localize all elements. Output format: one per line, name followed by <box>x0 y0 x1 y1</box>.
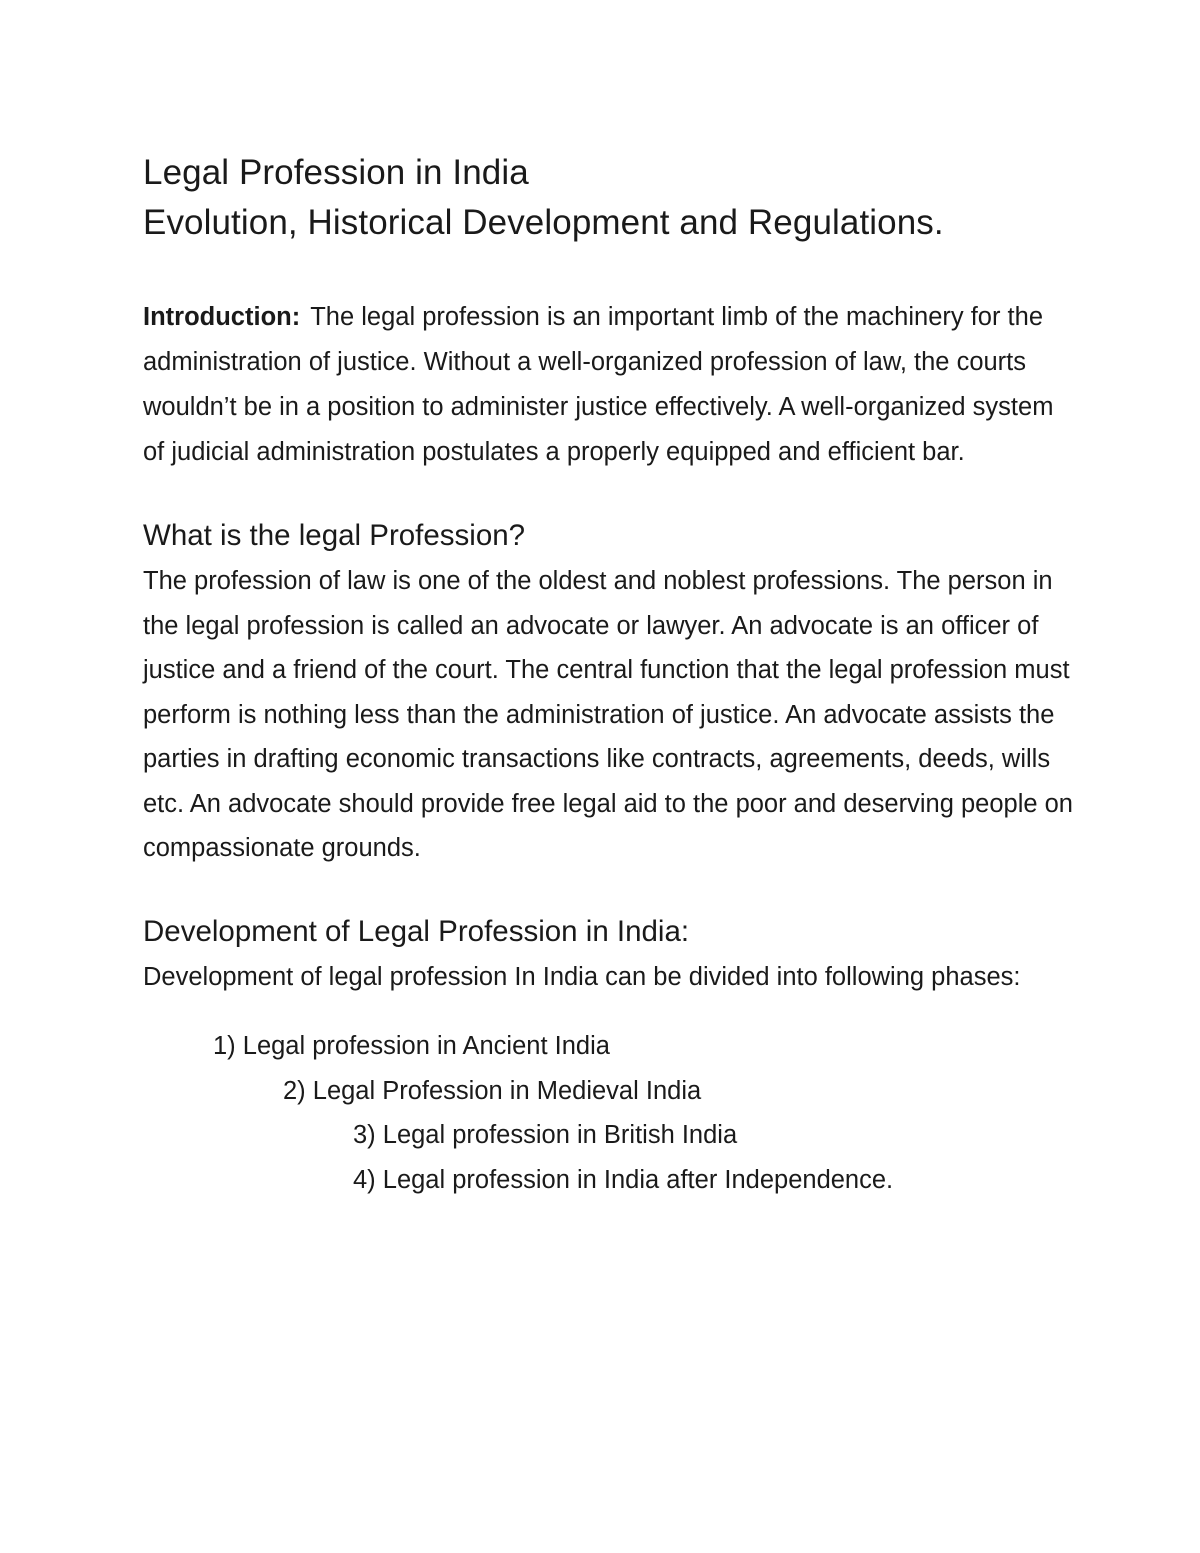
introduction-paragraph <box>143 295 1078 475</box>
introduction-label: Introduction: <box>143 303 301 331</box>
list-item: 4) Legal profession in India after Independence. <box>353 1165 894 1194</box>
document-subtitle: Evolution, Historical Development and Regulations. <box>143 203 944 242</box>
section-text-what-is-legal-profession: The profession of law is one of the oldest and noblest professions. The person in the legal profession is called an advocate or lawyer. An advocate is an officer of justice and a friend of the court. The central function that the legal profession must perform is nothing less than the administration of justice. An advocate assists the parties in drafting economic transactions like contracts, agreements, deeds, wills etc. An advocate should provide free legal aid to the poor and deserving people on compassionate grounds. <box>143 567 1073 862</box>
list-item: 1) Legal profession in Ancient India <box>213 1032 610 1060</box>
section-heading-what-is-legal-profession: What is the legal Profession? <box>143 519 526 552</box>
document-title: Legal Profession in India <box>143 153 529 192</box>
introduction-text: The legal profession is an important limb of the machinery for the administration of justice. Without a well-organized profession of law, the courts wouldn’t be in a position to administer justice effectively. A well-organized system of judicial administration postulates a properly equipped and efficient bar. <box>143 303 1054 466</box>
section-heading-development: Development of Legal Profession in India: <box>143 914 690 948</box>
phase-list <box>143 1024 1078 1202</box>
list-item: 2) Legal Profession in Medieval India <box>283 1076 702 1105</box>
document-page <box>143 148 1078 1202</box>
section-text-development: Development of legal profession In India can be divided into following phases: <box>143 962 1021 991</box>
list-item: 3) Legal profession in British India <box>353 1121 738 1149</box>
